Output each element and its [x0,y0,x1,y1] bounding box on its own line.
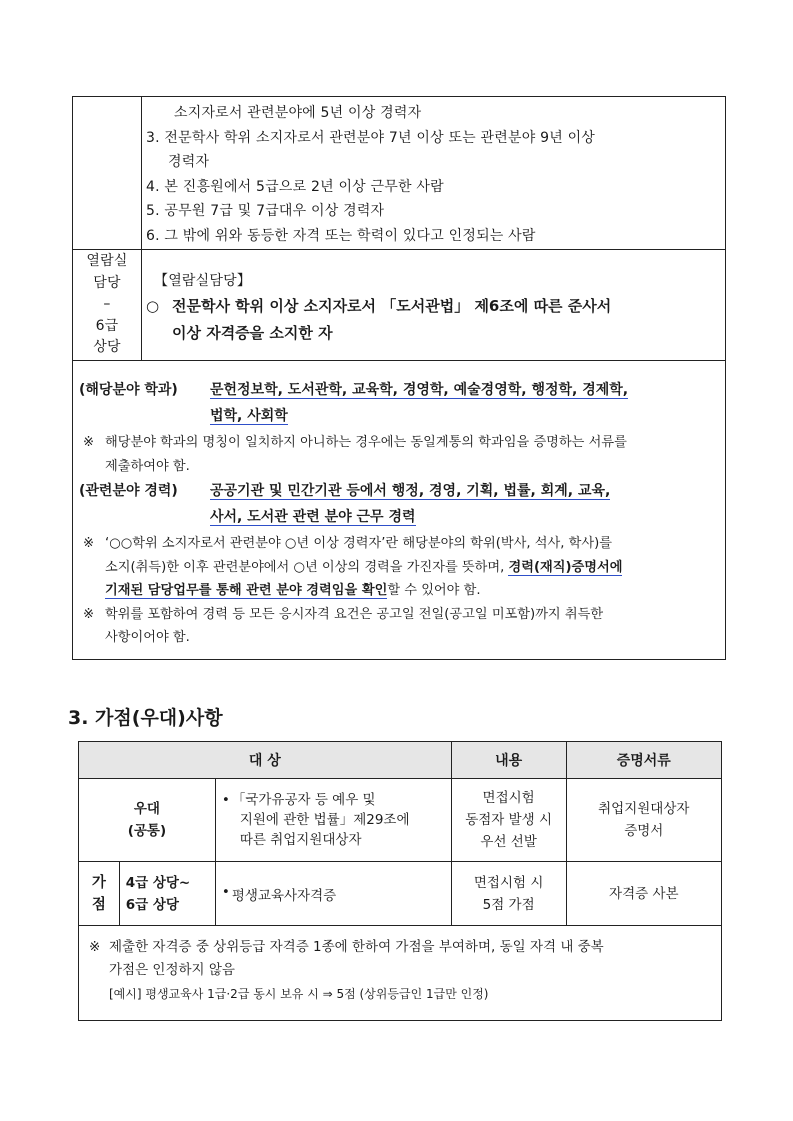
reading-room-label: – [103,296,111,313]
bonus-table [78,741,722,1021]
circle-bullet-icon: ○ [146,297,160,316]
content-line: 동점자 발생 시 [465,812,553,828]
doc-line: 취업지원대상자 [598,801,690,817]
career-list: 공공기관 및 민간기관 등에서 행정, 경영, 기획, 법률, 회계, 교육, [210,483,611,499]
qual-left-blank [73,97,142,250]
content-line: 우선 선발 [480,834,537,850]
qual-line: 6. 그 밖에 위와 동등한 자격 또는 학력이 있다고 인정되는 사람 [146,227,536,244]
label-line: (공통) [127,823,167,839]
label-line: 우대 [133,801,160,817]
reading-room-requirement: 이상 자격증을 소지한 자 [172,324,333,343]
header-content: 내용 [451,742,566,779]
note-text: ‘○○학위 소지자로서 관련분야 ○년 이상 경력자’란 해당분야의 학위(박사, 석사, 학사)를 [105,536,612,551]
doc-line: 자격증 사본 [609,885,679,902]
bullet-icon: • [221,883,230,900]
header-target: 대 상 [79,742,452,779]
qual-line: 경력자 [168,154,210,170]
label-char: 가 [91,874,106,891]
label-char: 점 [91,896,106,913]
row-preference-label [79,779,216,862]
note-text: 사항이어야 함. [105,630,190,645]
row-bonus-label [79,862,120,926]
level-line: 4급 상당~ [125,874,191,891]
target-line: 따른 취업지원대상자 [239,832,362,848]
target-line: 지원에 관한 법률」제29조에 [239,812,410,828]
qual-continuation-cell [142,97,726,250]
note-mark: ※ [83,536,95,551]
dept-list: 문헌정보학, 도서관학, 교육학, 경영학, 예술경영학, 행정학, 경제학, [210,382,629,398]
row-bonus-docs [566,862,721,926]
content-line: 5점 가점 [482,896,535,913]
qual-line: 3. 전문학사 학위 소지자로서 관련분야 7년 이상 또는 관련분야 9년 이상 [146,129,596,146]
note-text: 해당분야 학과의 명칭이 일치하지 아니하는 경우에는 동일계통의 학과임을 증명하는 서류를 [105,435,627,450]
reading-room-requirement: 전문학사 학위 이상 소지자로서 「도서관법」 제6조에 따른 준사서 [172,297,612,316]
footnote-example: [예시] 평생교육사 1급·2급 동시 보유 시 ⇒ 5점 (상위등급인 1급만 인정) [109,987,489,1001]
reading-room-content-cell [142,250,726,361]
note-mark: ※ [83,435,95,450]
qual-line: 소지자로서 관련분야에 5년 이상 경력자 [174,105,422,121]
target-line: 「국가유공자 등 예우 및 [231,792,376,808]
reading-room-label: 담당 [93,274,121,291]
career-list: 사서, 도서관 관련 분야 근무 경력 [210,509,416,525]
note-text: 학위를 포함하여 경력 등 모든 응시자격 요건은 공고일 전일(공고일 미포함)까지 취득한 [105,606,604,622]
note-text: 제출하여야 함. [105,458,190,474]
qual-notes-cell [73,361,726,660]
content-line: 면접시험 시 [473,874,544,891]
note-text: 소지(취득)한 이후 관련분야에서 ○년 이상의 경력을 가진자를 뜻하며, [105,559,509,575]
note-emphasis: 기재된 담당업무를 통해 관련 분야 경력임을 확인 [105,583,388,598]
qualification-table [72,96,726,660]
bullet-icon: • [221,792,230,808]
reading-room-label: 6급 [95,317,119,334]
career-label: (관련분야 경력) [79,483,178,499]
bonus-footnote-cell [79,926,722,1021]
footnote-text: 가점은 인정하지 않음 [109,962,235,978]
footnote-text: 제출한 자격증 중 상위등급 자격증 1종에 한하여 가점을 부여하며, 동일 자격 내 중복 [109,939,604,955]
note-emphasis: 경력(재직)증명서에 [508,559,623,575]
row-preference-docs [566,779,721,862]
reading-room-heading: 【열람실담당】 [154,272,252,289]
note-mark: ※ [83,606,95,622]
dept-list: 법학, 사회학 [210,408,288,424]
row-bonus-content [451,862,566,926]
target-line: 평생교육사자격증 [231,887,337,904]
reading-room-label-cell [73,250,142,361]
note-text: 할 수 있어야 함. [387,583,481,598]
row-preference-content [451,779,566,862]
doc-line: 증명서 [624,823,664,839]
section-title: 3. 가점(우대)사항 [68,707,223,729]
reading-room-label: 상당 [93,339,121,356]
dept-label: (해당분야 학과) [79,382,178,398]
qual-line: 4. 본 진흥원에서 5급으로 2년 이상 근무한 사람 [146,178,444,195]
note-mark: ※ [89,939,101,955]
qual-line: 5. 공무원 7급 및 7급대우 이상 경력자 [146,203,385,219]
reading-room-label: 열람실 [86,253,128,270]
header-docs: 증명서류 [566,742,721,779]
level-line: 6급 상당 [125,896,179,913]
row-bonus-level [119,862,215,926]
row-preference-target [215,779,451,862]
content-line: 면접시험 [482,790,535,806]
row-bonus-target [215,862,451,926]
